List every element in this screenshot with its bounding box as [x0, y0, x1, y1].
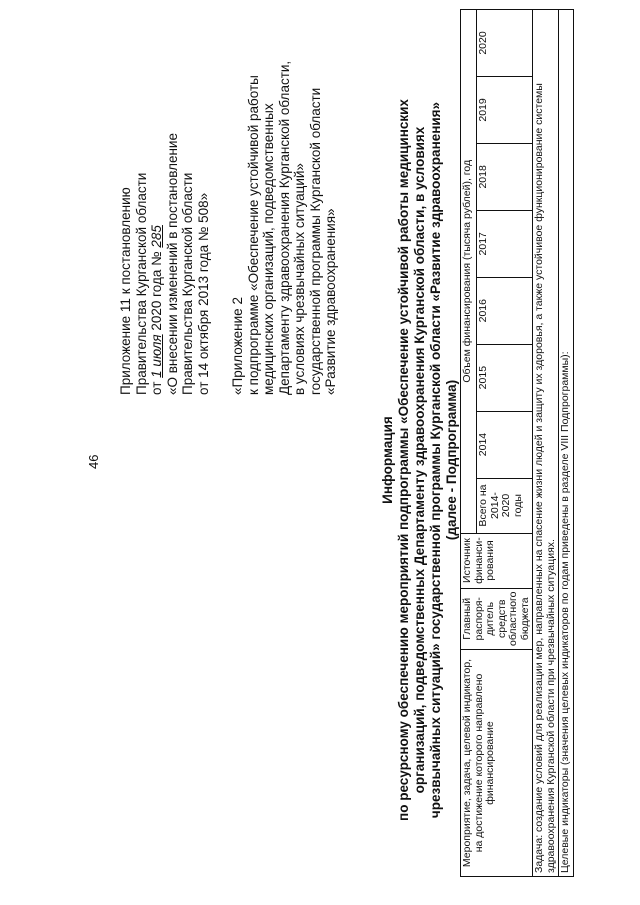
task-row-cell: Задача: создание условий для реализации мер, направленных на спасение жизни людей и защиту их здоровья, а также устойчивое функционирование системы здравоохранения Курганской области при чрезвычайных ситуациях. [533, 10, 559, 877]
handwritten-date: 1 июля [149, 334, 164, 378]
title-line: по ресурсному обеспечению мероприятий подпрограммы «Обеспечение устойчивой работы медицинских [396, 99, 411, 821]
indicator-row-cell: Целевые индикаторы (значения целевых индикаторов по годам приведены в разделе VIII Подпрограммы): [559, 10, 574, 877]
title-line: чрезвычайных ситуаций» государственной программы Курганской области «Развитие здравоохранения» [428, 101, 443, 819]
document-title [380, 75, 460, 845]
header-year: 2017 [477, 210, 533, 277]
header-year: 2014 [477, 411, 533, 478]
header-volume: Объем финансирования (тысяча рублей), год [461, 10, 477, 534]
header-year: 2016 [477, 277, 533, 344]
table-row [559, 10, 574, 877]
header-year: 2020 [477, 10, 533, 77]
title-line: Информация [380, 416, 395, 504]
appendix-date-line [149, 35, 165, 395]
appendix2-text: к подпрограмме «Обеспечение устойчивой работы медицинских организаций, подведомственных Департаменту здравоохранения Курганской области, в условиях чрезвычайных ситуаций» государственной программы Курганской области «Развитие здравоохранения» [245, 60, 338, 395]
appendix-year: 2020 года № [149, 251, 164, 331]
header-activity: Мероприятие, задача, целевой индикатор, на достижение которого направлено финансирование [461, 650, 533, 877]
appendix-line: от 14 октября 2013 года № 508» [195, 192, 211, 395]
header-total: Всего на 2014-2020 годы [477, 478, 533, 533]
table-header-row [461, 10, 477, 877]
appendix-line: Приложение 11 к постановлению [118, 187, 133, 395]
appendix-line: Правительства Курганской области [133, 172, 149, 395]
appendix-line: «О внесении изменений в постановление [164, 133, 180, 395]
financing-table [460, 9, 574, 877]
financing-table-wrap [460, 9, 574, 877]
table-row [533, 10, 559, 877]
page-number: 46 [86, 454, 101, 469]
header-year: 2019 [477, 76, 533, 143]
header-year: 2015 [477, 344, 533, 411]
header-manager: Главный распоря-дитель средств областного бюджета [461, 588, 533, 649]
title-line: (далее - Подпрограмма) [444, 379, 459, 541]
handwritten-number: 285 [149, 225, 164, 248]
appendix-11-header [118, 35, 211, 395]
header-year: 2018 [477, 143, 533, 210]
appendix-2-header [230, 55, 339, 395]
appendix-from: от [149, 381, 164, 395]
appendix2-heading: «Приложение 2 [230, 297, 245, 395]
appendix-line: Правительства Курганской области [180, 172, 195, 395]
title-line: организаций, подведомственных Департаменту здравоохранения Курганской области, в условиях [412, 126, 427, 794]
header-source: Источник финанси-рования [461, 533, 533, 588]
